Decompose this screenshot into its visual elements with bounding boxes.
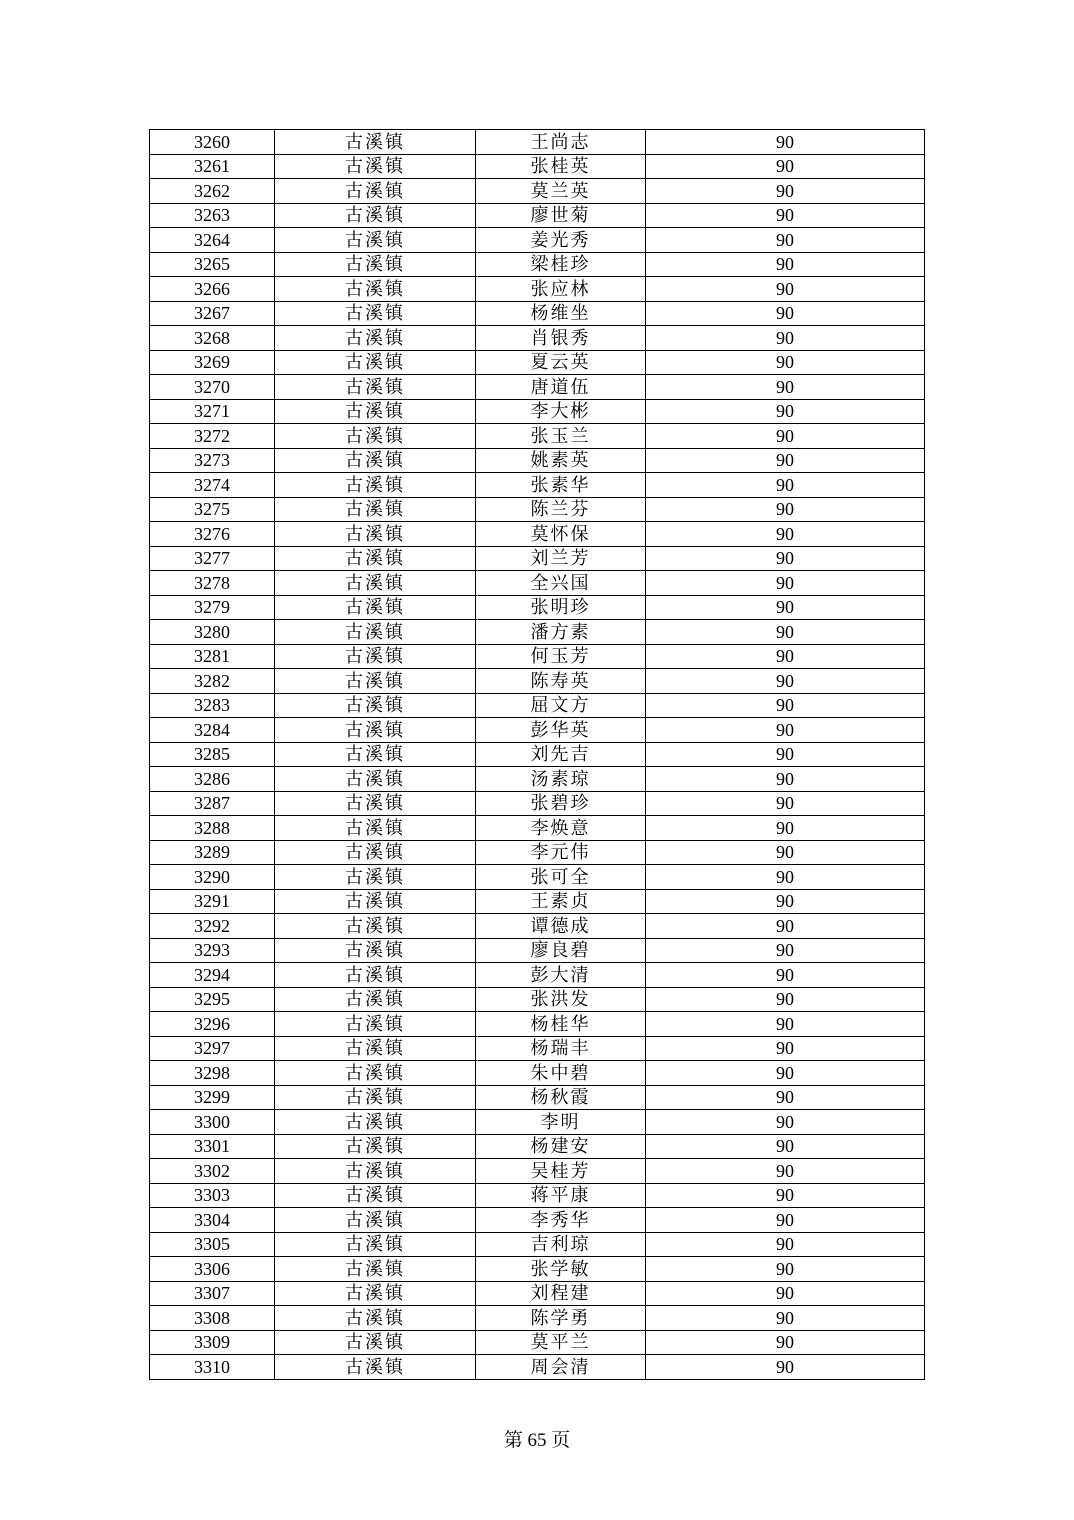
name-cell: 梁桂珍 [476, 252, 646, 277]
score-cell: 90 [646, 277, 925, 302]
table-row [150, 1183, 925, 1208]
name-cell: 张学敏 [476, 1257, 646, 1282]
score-cell: 90 [646, 816, 925, 841]
table-row [150, 350, 925, 375]
row-number-cell: 3264 [150, 228, 275, 253]
table-row [150, 571, 925, 596]
score-cell: 90 [646, 179, 925, 204]
score-cell: 90 [646, 228, 925, 253]
town-cell: 古溪镇 [275, 301, 476, 326]
row-number-cell: 3274 [150, 473, 275, 498]
table-row [150, 644, 925, 669]
table-row [150, 1134, 925, 1159]
row-number-cell: 3300 [150, 1110, 275, 1135]
score-cell: 90 [646, 424, 925, 449]
town-cell: 古溪镇 [275, 1012, 476, 1037]
name-cell: 莫平兰 [476, 1330, 646, 1355]
score-cell: 90 [646, 1232, 925, 1257]
town-cell: 古溪镇 [275, 816, 476, 841]
town-cell: 古溪镇 [275, 277, 476, 302]
town-cell: 古溪镇 [275, 718, 476, 743]
table-row [150, 546, 925, 571]
score-cell: 90 [646, 1208, 925, 1233]
table-row [150, 375, 925, 400]
name-cell: 杨维坐 [476, 301, 646, 326]
row-number-cell: 3295 [150, 987, 275, 1012]
table-row [150, 179, 925, 204]
score-cell: 90 [646, 938, 925, 963]
row-number-cell: 3272 [150, 424, 275, 449]
town-cell: 古溪镇 [275, 938, 476, 963]
name-cell: 肖银秀 [476, 326, 646, 351]
town-cell: 古溪镇 [275, 889, 476, 914]
row-number-cell: 3280 [150, 620, 275, 645]
name-cell: 张桂英 [476, 154, 646, 179]
table-row [150, 228, 925, 253]
town-cell: 古溪镇 [275, 1257, 476, 1282]
name-cell: 彭大清 [476, 963, 646, 988]
row-number-cell: 3283 [150, 693, 275, 718]
town-cell: 古溪镇 [275, 203, 476, 228]
town-cell: 古溪镇 [275, 1355, 476, 1380]
table-row [150, 742, 925, 767]
roster-table [149, 129, 925, 1380]
town-cell: 古溪镇 [275, 375, 476, 400]
score-cell: 90 [646, 1012, 925, 1037]
name-cell: 李焕意 [476, 816, 646, 841]
table-row [150, 938, 925, 963]
name-cell: 刘兰芳 [476, 546, 646, 571]
name-cell: 张应林 [476, 277, 646, 302]
town-cell: 古溪镇 [275, 1036, 476, 1061]
row-number-cell: 3287 [150, 791, 275, 816]
row-number-cell: 3281 [150, 644, 275, 669]
score-cell: 90 [646, 1281, 925, 1306]
table-row [150, 669, 925, 694]
town-cell: 古溪镇 [275, 1061, 476, 1086]
row-number-cell: 3297 [150, 1036, 275, 1061]
name-cell: 李明 [476, 1110, 646, 1135]
table-row [150, 326, 925, 351]
town-cell: 古溪镇 [275, 448, 476, 473]
score-cell: 90 [646, 571, 925, 596]
score-cell: 90 [646, 1183, 925, 1208]
town-cell: 古溪镇 [275, 693, 476, 718]
row-number-cell: 3267 [150, 301, 275, 326]
table-row [150, 277, 925, 302]
row-number-cell: 3284 [150, 718, 275, 743]
row-number-cell: 3310 [150, 1355, 275, 1380]
row-number-cell: 3269 [150, 350, 275, 375]
name-cell: 廖世菊 [476, 203, 646, 228]
table-row [150, 718, 925, 743]
town-cell: 古溪镇 [275, 522, 476, 547]
score-cell: 90 [646, 1085, 925, 1110]
score-cell: 90 [646, 1061, 925, 1086]
town-cell: 古溪镇 [275, 1183, 476, 1208]
row-number-cell: 3270 [150, 375, 275, 400]
score-cell: 90 [646, 1257, 925, 1282]
table-row [150, 816, 925, 841]
name-cell: 杨建安 [476, 1134, 646, 1159]
score-cell: 90 [646, 791, 925, 816]
table-row [150, 203, 925, 228]
town-cell: 古溪镇 [275, 497, 476, 522]
town-cell: 古溪镇 [275, 179, 476, 204]
name-cell: 王尚志 [476, 130, 646, 155]
town-cell: 古溪镇 [275, 963, 476, 988]
score-cell: 90 [646, 742, 925, 767]
score-cell: 90 [646, 669, 925, 694]
score-cell: 90 [646, 840, 925, 865]
score-cell: 90 [646, 154, 925, 179]
town-cell: 古溪镇 [275, 424, 476, 449]
town-cell: 古溪镇 [275, 914, 476, 939]
row-number-cell: 3288 [150, 816, 275, 841]
row-number-cell: 3282 [150, 669, 275, 694]
score-cell: 90 [646, 1036, 925, 1061]
name-cell: 张碧珍 [476, 791, 646, 816]
name-cell: 陈兰芬 [476, 497, 646, 522]
town-cell: 古溪镇 [275, 840, 476, 865]
row-number-cell: 3266 [150, 277, 275, 302]
town-cell: 古溪镇 [275, 987, 476, 1012]
table-row [150, 154, 925, 179]
town-cell: 古溪镇 [275, 620, 476, 645]
score-cell: 90 [646, 963, 925, 988]
table-row [150, 1232, 925, 1257]
row-number-cell: 3262 [150, 179, 275, 204]
town-cell: 古溪镇 [275, 1085, 476, 1110]
score-cell: 90 [646, 1134, 925, 1159]
town-cell: 古溪镇 [275, 228, 476, 253]
table-row [150, 791, 925, 816]
town-cell: 古溪镇 [275, 252, 476, 277]
name-cell: 何玉芳 [476, 644, 646, 669]
row-number-cell: 3265 [150, 252, 275, 277]
name-cell: 李大彬 [476, 399, 646, 424]
name-cell: 蒋平康 [476, 1183, 646, 1208]
row-number-cell: 3301 [150, 1134, 275, 1159]
table-row [150, 595, 925, 620]
row-number-cell: 3305 [150, 1232, 275, 1257]
table-row [150, 424, 925, 449]
name-cell: 陈寿英 [476, 669, 646, 694]
table-row [150, 1012, 925, 1037]
row-number-cell: 3278 [150, 571, 275, 596]
name-cell: 莫怀保 [476, 522, 646, 547]
score-cell: 90 [646, 693, 925, 718]
table-row [150, 1330, 925, 1355]
table-row [150, 1306, 925, 1331]
score-cell: 90 [646, 1306, 925, 1331]
row-number-cell: 3299 [150, 1085, 275, 1110]
row-number-cell: 3298 [150, 1061, 275, 1086]
roster-table-body [150, 130, 925, 1380]
name-cell: 李秀华 [476, 1208, 646, 1233]
row-number-cell: 3293 [150, 938, 275, 963]
name-cell: 廖良碧 [476, 938, 646, 963]
score-cell: 90 [646, 1159, 925, 1184]
town-cell: 古溪镇 [275, 130, 476, 155]
name-cell: 吴桂芳 [476, 1159, 646, 1184]
table-row [150, 1085, 925, 1110]
score-cell: 90 [646, 1110, 925, 1135]
name-cell: 谭德成 [476, 914, 646, 939]
row-number-cell: 3277 [150, 546, 275, 571]
name-cell: 杨秋霞 [476, 1085, 646, 1110]
score-cell: 90 [646, 130, 925, 155]
row-number-cell: 3279 [150, 595, 275, 620]
score-cell: 90 [646, 644, 925, 669]
table-row [150, 865, 925, 890]
name-cell: 周会清 [476, 1355, 646, 1380]
table-row [150, 840, 925, 865]
row-number-cell: 3271 [150, 399, 275, 424]
row-number-cell: 3304 [150, 1208, 275, 1233]
score-cell: 90 [646, 1355, 925, 1380]
row-number-cell: 3292 [150, 914, 275, 939]
score-cell: 90 [646, 889, 925, 914]
row-number-cell: 3308 [150, 1306, 275, 1331]
table-row [150, 1208, 925, 1233]
table-row [150, 1281, 925, 1306]
row-number-cell: 3285 [150, 742, 275, 767]
page-number: 第 65 页 [503, 1430, 571, 1451]
row-number-cell: 3275 [150, 497, 275, 522]
row-number-cell: 3273 [150, 448, 275, 473]
score-cell: 90 [646, 301, 925, 326]
score-cell: 90 [646, 497, 925, 522]
table-row [150, 889, 925, 914]
town-cell: 古溪镇 [275, 399, 476, 424]
name-cell: 潘方素 [476, 620, 646, 645]
town-cell: 古溪镇 [275, 1159, 476, 1184]
name-cell: 吉利琼 [476, 1232, 646, 1257]
town-cell: 古溪镇 [275, 669, 476, 694]
name-cell: 姜光秀 [476, 228, 646, 253]
score-cell: 90 [646, 620, 925, 645]
score-cell: 90 [646, 865, 925, 890]
score-cell: 90 [646, 326, 925, 351]
town-cell: 古溪镇 [275, 1134, 476, 1159]
name-cell: 张明珍 [476, 595, 646, 620]
name-cell: 彭华英 [476, 718, 646, 743]
row-number-cell: 3276 [150, 522, 275, 547]
table-row [150, 987, 925, 1012]
name-cell: 杨瑞丰 [476, 1036, 646, 1061]
row-number-cell: 3302 [150, 1159, 275, 1184]
name-cell: 杨桂华 [476, 1012, 646, 1037]
town-cell: 古溪镇 [275, 473, 476, 498]
row-number-cell: 3260 [150, 130, 275, 155]
table-row [150, 767, 925, 792]
name-cell: 汤素琼 [476, 767, 646, 792]
name-cell: 姚素英 [476, 448, 646, 473]
table-row [150, 497, 925, 522]
town-cell: 古溪镇 [275, 571, 476, 596]
name-cell: 夏云英 [476, 350, 646, 375]
name-cell: 陈学勇 [476, 1306, 646, 1331]
table-row [150, 1355, 925, 1380]
town-cell: 古溪镇 [275, 1110, 476, 1135]
name-cell: 朱中碧 [476, 1061, 646, 1086]
table-row [150, 1257, 925, 1282]
score-cell: 90 [646, 350, 925, 375]
town-cell: 古溪镇 [275, 595, 476, 620]
table-row [150, 914, 925, 939]
town-cell: 古溪镇 [275, 1208, 476, 1233]
score-cell: 90 [646, 1330, 925, 1355]
row-number-cell: 3268 [150, 326, 275, 351]
town-cell: 古溪镇 [275, 1306, 476, 1331]
row-number-cell: 3306 [150, 1257, 275, 1282]
name-cell: 张玉兰 [476, 424, 646, 449]
score-cell: 90 [646, 914, 925, 939]
town-cell: 古溪镇 [275, 742, 476, 767]
row-number-cell: 3307 [150, 1281, 275, 1306]
score-cell: 90 [646, 203, 925, 228]
row-number-cell: 3261 [150, 154, 275, 179]
table-row [150, 963, 925, 988]
score-cell: 90 [646, 399, 925, 424]
name-cell: 莫兰英 [476, 179, 646, 204]
name-cell: 张可全 [476, 865, 646, 890]
town-cell: 古溪镇 [275, 865, 476, 890]
score-cell: 90 [646, 595, 925, 620]
name-cell: 屈文方 [476, 693, 646, 718]
town-cell: 古溪镇 [275, 546, 476, 571]
row-number-cell: 3286 [150, 767, 275, 792]
score-cell: 90 [646, 767, 925, 792]
score-cell: 90 [646, 375, 925, 400]
town-cell: 古溪镇 [275, 791, 476, 816]
name-cell: 全兴国 [476, 571, 646, 596]
town-cell: 古溪镇 [275, 350, 476, 375]
score-cell: 90 [646, 522, 925, 547]
town-cell: 古溪镇 [275, 326, 476, 351]
row-number-cell: 3291 [150, 889, 275, 914]
name-cell: 刘程建 [476, 1281, 646, 1306]
table-row [150, 1159, 925, 1184]
row-number-cell: 3263 [150, 203, 275, 228]
town-cell: 古溪镇 [275, 767, 476, 792]
name-cell: 李元伟 [476, 840, 646, 865]
table-row [150, 1061, 925, 1086]
score-cell: 90 [646, 252, 925, 277]
table-row [150, 473, 925, 498]
table-row [150, 620, 925, 645]
row-number-cell: 3303 [150, 1183, 275, 1208]
town-cell: 古溪镇 [275, 154, 476, 179]
name-cell: 刘先吉 [476, 742, 646, 767]
name-cell: 张洪发 [476, 987, 646, 1012]
town-cell: 古溪镇 [275, 1281, 476, 1306]
score-cell: 90 [646, 987, 925, 1012]
score-cell: 90 [646, 546, 925, 571]
name-cell: 王素贞 [476, 889, 646, 914]
table-row [150, 1036, 925, 1061]
row-number-cell: 3290 [150, 865, 275, 890]
row-number-cell: 3294 [150, 963, 275, 988]
name-cell: 张素华 [476, 473, 646, 498]
table-row [150, 301, 925, 326]
score-cell: 90 [646, 473, 925, 498]
row-number-cell: 3289 [150, 840, 275, 865]
table-row [150, 130, 925, 155]
score-cell: 90 [646, 718, 925, 743]
town-cell: 古溪镇 [275, 1232, 476, 1257]
table-row [150, 693, 925, 718]
row-number-cell: 3296 [150, 1012, 275, 1037]
name-cell: 唐道伍 [476, 375, 646, 400]
town-cell: 古溪镇 [275, 1330, 476, 1355]
town-cell: 古溪镇 [275, 644, 476, 669]
table-row [150, 448, 925, 473]
table-row [150, 522, 925, 547]
table-row [150, 1110, 925, 1135]
table-row [150, 252, 925, 277]
row-number-cell: 3309 [150, 1330, 275, 1355]
score-cell: 90 [646, 448, 925, 473]
table-row [150, 399, 925, 424]
